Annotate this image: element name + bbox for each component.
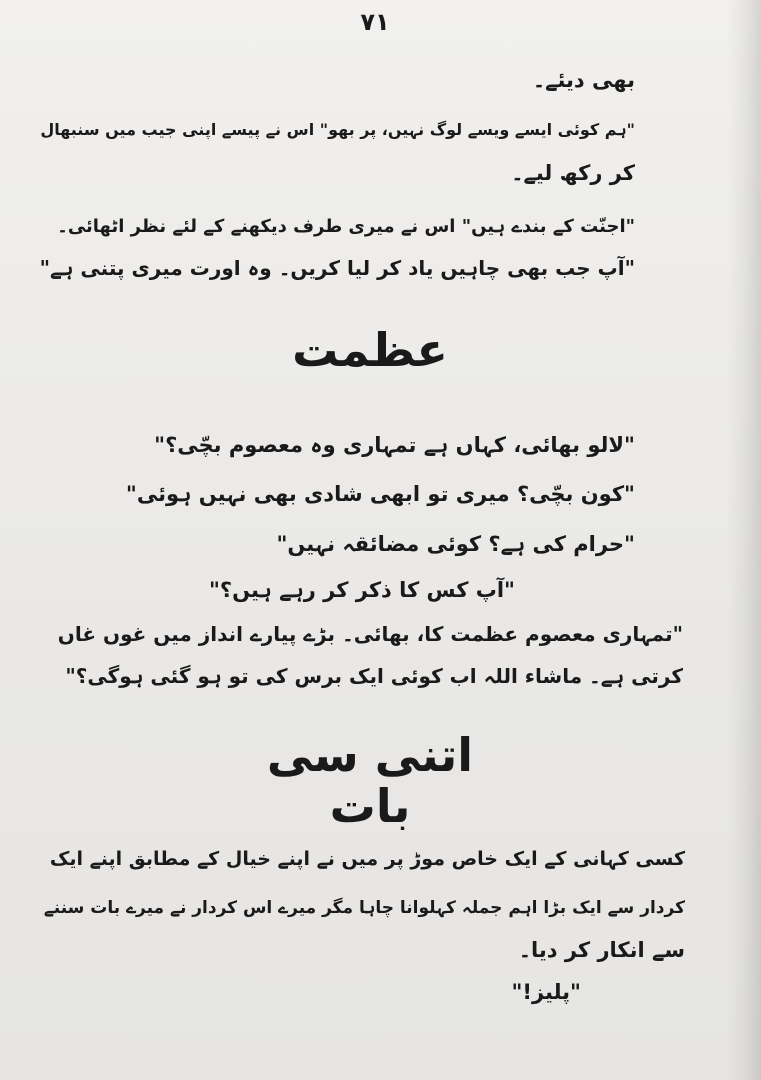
page-edge-shadow (727, 0, 761, 1080)
text-line: کسی کہانی کے ایک خاص موڑ پر میں نے اپنے خیال کے مطابق اپنے ایک (49, 848, 685, 870)
text-line: "ہم کوئی ایسے ویسے لوگ نہیں، پر بھو" اس نے پیسے اپنی جیب میں سنبھال (40, 120, 635, 139)
page-number: ٧١ (360, 8, 390, 36)
dialogue-line: "حرام کی ہے؟ کوئی مضائقہ نہیں" (276, 532, 635, 556)
text-line: بھی دیئے۔ (532, 68, 635, 92)
text-line: کردار سے ایک بڑا اہم جملہ کہلوانا چاہا مگر میرے اس کردار نے میرے بات سننے (43, 898, 685, 918)
dialogue-line: "کون بچّی؟ میری تو ابھی شادی بھی نہیں ہوئی" (125, 482, 635, 506)
text-line: "اجنّت کے بندے ہیں" اس نے میری طرف دیکھنے کے لئے نظر اٹھائی۔ (57, 216, 635, 237)
dialogue-line: کرتی ہے۔ ماشاء اللہ اب کوئی ایک برس کی تو ہو گئی ہوگی؟" (65, 664, 683, 688)
dialogue-line: "آپ کس کا ذکر کر رہے ہیں؟" (208, 578, 515, 602)
dialogue-line: "لالو بھائی، کہاں ہے تمہاری وہ معصوم بچّی؟" (154, 433, 635, 457)
section-heading-itni-si-baat: اتنی سی بات (266, 728, 474, 833)
section-heading-azmat: عظمت (292, 323, 448, 377)
text-line: سے انکار کر دیا۔ (518, 938, 685, 962)
text-line: کر رکھ لیے۔ (511, 161, 635, 185)
text-line: "پلیز!" (511, 980, 581, 1004)
text-line: "آپ جب بھی چاہیں یاد کر لیا کریں۔ وہ اورت میری پتنی ہے" (39, 256, 635, 280)
dialogue-line: "تمہاری معصوم عظمت کا، بھائی۔ بڑے پیارے انداز میں غوں غاں (57, 622, 683, 646)
